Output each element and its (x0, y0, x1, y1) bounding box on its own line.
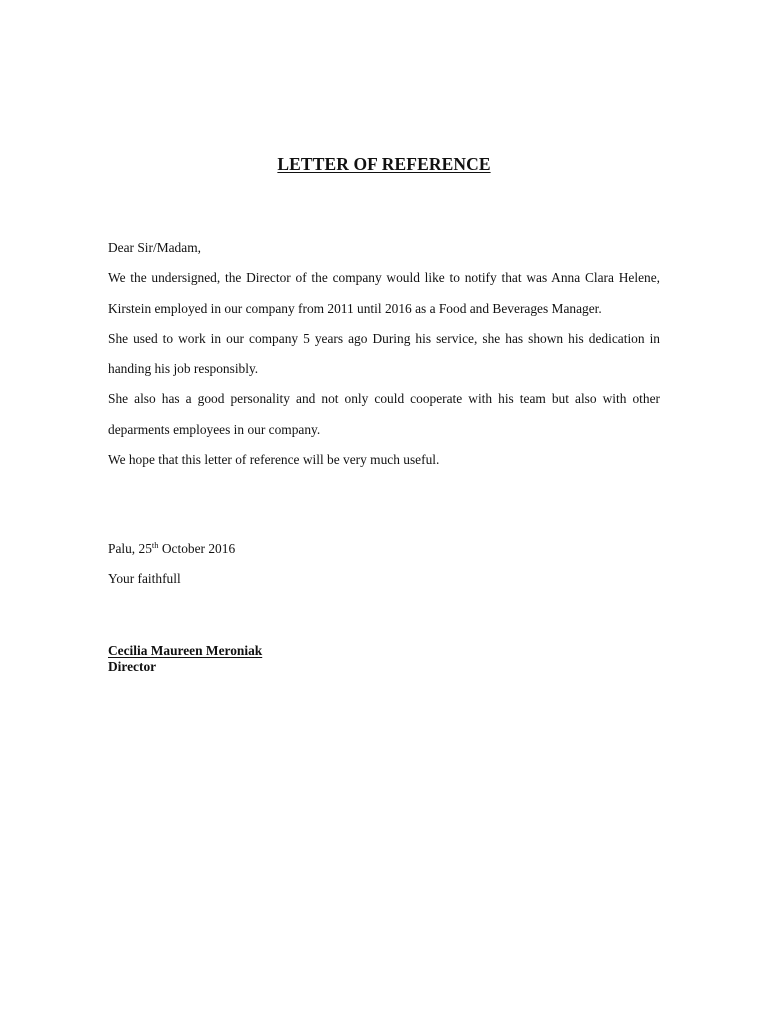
signature-block (108, 643, 262, 674)
letter-title: LETTER OF REFERENCE (277, 154, 491, 174)
letter-closing-block (108, 534, 235, 595)
signatory-position: Director (108, 658, 157, 674)
letter-body (108, 233, 660, 475)
signatory-name: Cecilia Maureen Meroniak (108, 643, 263, 658)
date-ordinal: th (151, 540, 159, 550)
paragraph-hope: We hope that this letter of reference will be very much useful. (108, 452, 440, 468)
paragraph-service: She used to work in our company 5 years ago During his service, she has shown his dedication in handing his job responsibly. (108, 330, 660, 377)
paragraph-employment: We the undersigned, the Director of the company would like to notify that was Anna Clara Helene, Kirstein employed in our company from 2011 until 2016 as a Food and Beverages Manager. (108, 270, 660, 316)
paragraph-personality: She also has a good personality and not only could cooperate with his team but also with other deparments employees in our company. (108, 391, 660, 437)
date-month-year: October 2016 (158, 541, 236, 556)
closing-phrase: Your faithfull (108, 571, 181, 587)
date-place-day: Palu, 25 (108, 541, 152, 556)
date-line (108, 534, 235, 564)
salutation: Dear Sir/Madam, (108, 240, 201, 255)
